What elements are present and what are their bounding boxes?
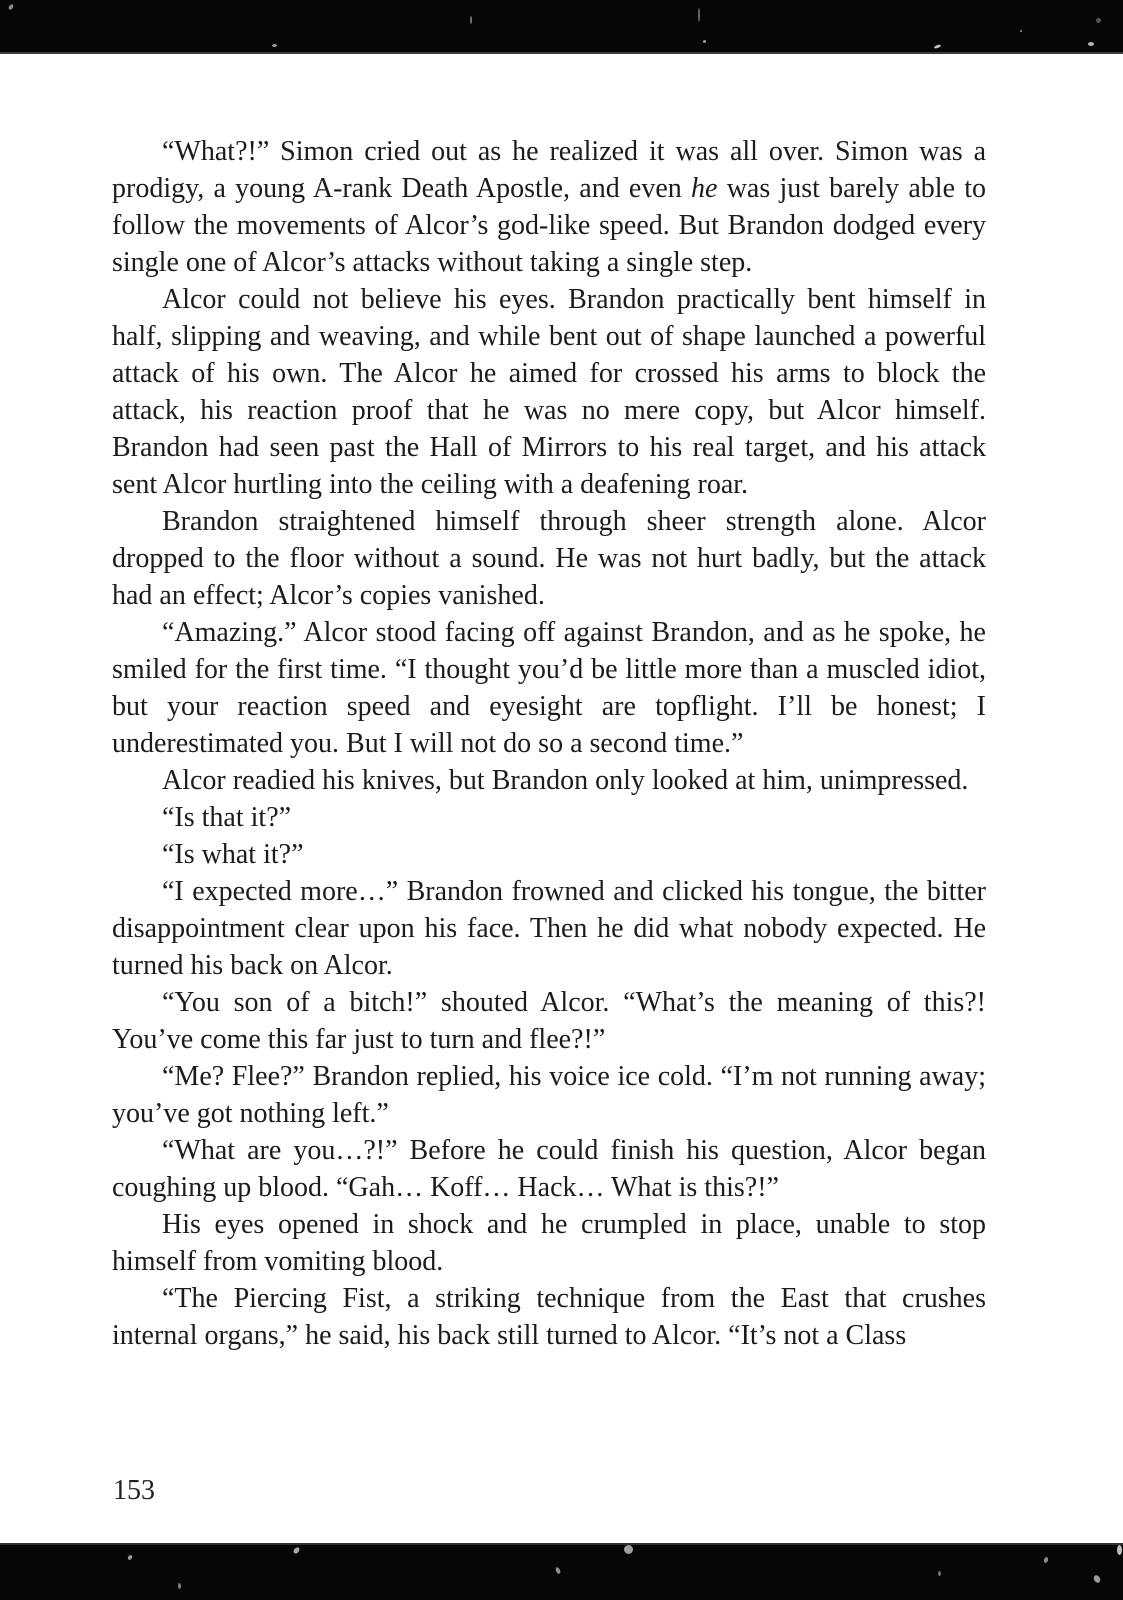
dust-speck — [178, 1583, 181, 1589]
text-run: Brandon straightened himself through sheer strength alone. Alcor dropped to the floor without a sound. He was not hurt badly, but the attack had an effect; Alcor’s copies vanished. — [112, 506, 986, 611]
text-run: “Is that it?” — [162, 802, 292, 833]
paragraph — [112, 762, 986, 799]
paragraph — [112, 1132, 986, 1206]
text-run: “What?!” Simon cried out as he realized it was all over. Simon was a prodigy, a young A-rank Death Apostle, and even — [112, 136, 986, 204]
dust-speck — [292, 1546, 300, 1555]
dust-speck — [8, 3, 15, 10]
paragraph — [112, 614, 986, 762]
text-run: “Amazing.” Alcor stood facing off against Brandon, and as he spoke, he smiled for the first time. “I thought you’d be little more than a muscled idiot, but your reaction speed and eyesight are topflight. I’ll be honest; I underestimated you. But I will not do so a second time.” — [112, 617, 986, 759]
text-run: “Is what it?” — [162, 839, 304, 870]
dust-speck — [703, 40, 706, 43]
dust-speck — [1020, 30, 1022, 32]
paragraph — [112, 281, 986, 503]
text-run: Alcor could not believe his eyes. Brandon practically bent himself in half, slipping and weaving, and while bent out of shape launched a powerful attack of his own. The Alcor he aimed for crossed his arms to block the attack, his reaction proof that he was no mere copy, but Alcor himself. Brandon had seen past the Hall of Mirrors to his real target, and his attack sent Alcor hurtling into the ceiling with a deafening roar. — [112, 284, 986, 500]
paragraph — [112, 503, 986, 614]
dust-speck — [1096, 18, 1101, 23]
page-number: 153 — [113, 1475, 155, 1506]
dust-speck — [1092, 1574, 1101, 1584]
paragraph — [112, 799, 986, 836]
text-run: “Me? Flee?” Brandon replied, his voice ice cold. “I’m not running away; you’ve got nothing left.” — [112, 1061, 986, 1129]
dust-speck — [127, 1554, 133, 1560]
paragraph — [112, 133, 986, 281]
text-run: His eyes opened in shock and he crumpled in place, unable to stop himself from vomiting blood. — [112, 1209, 986, 1277]
top-scan-bar — [0, 0, 1123, 54]
dust-speck — [470, 16, 472, 24]
dust-speck — [698, 8, 700, 22]
text-run: “I expected more…” Brandon frowned and clicked his tongue, the bitter disappointment clear upon his face. Then he did what nobody expected. He turned his back on Alcor. — [112, 876, 986, 981]
paragraph — [112, 1058, 986, 1132]
dust-speck — [1088, 42, 1094, 46]
paragraph — [112, 1280, 986, 1354]
dust-speck — [938, 1571, 941, 1576]
paragraph — [112, 984, 986, 1058]
bottom-scan-bar — [0, 1543, 1123, 1600]
text-run: “You son of a bitch!” shouted Alcor. “What’s the meaning of this?! You’ve come this far just to turn and flee?!” — [112, 987, 986, 1055]
italic-text-run: he — [691, 173, 718, 204]
dust-speck — [1043, 1557, 1048, 1564]
text-run: “What are you…?!” Before he could finish his question, Alcor began coughing up blood. “Gah… Koff… Hack… What is this?!” — [112, 1135, 986, 1203]
dust-speck — [934, 44, 942, 49]
dust-speck — [1117, 1545, 1122, 1555]
text-run: “The Piercing Fist, a striking technique from the East that crushes internal organs,” he said, his back still turned to Alcor. “It’s not a Class — [112, 1283, 986, 1351]
text-block — [112, 133, 986, 1354]
paragraph — [112, 1206, 986, 1280]
text-run: Alcor readied his knives, but Brandon only looked at him, unimpressed. — [162, 765, 969, 796]
paragraph — [112, 836, 986, 873]
text-run: was just barely able to follow the movements of Alcor’s god-like speed. But Brandon dodged every single one of Alcor’s attacks without taking a single step. — [112, 173, 987, 278]
dust-speck — [622, 1543, 635, 1556]
paragraph — [112, 873, 986, 984]
dust-speck — [272, 44, 277, 47]
dust-speck — [555, 1566, 562, 1574]
